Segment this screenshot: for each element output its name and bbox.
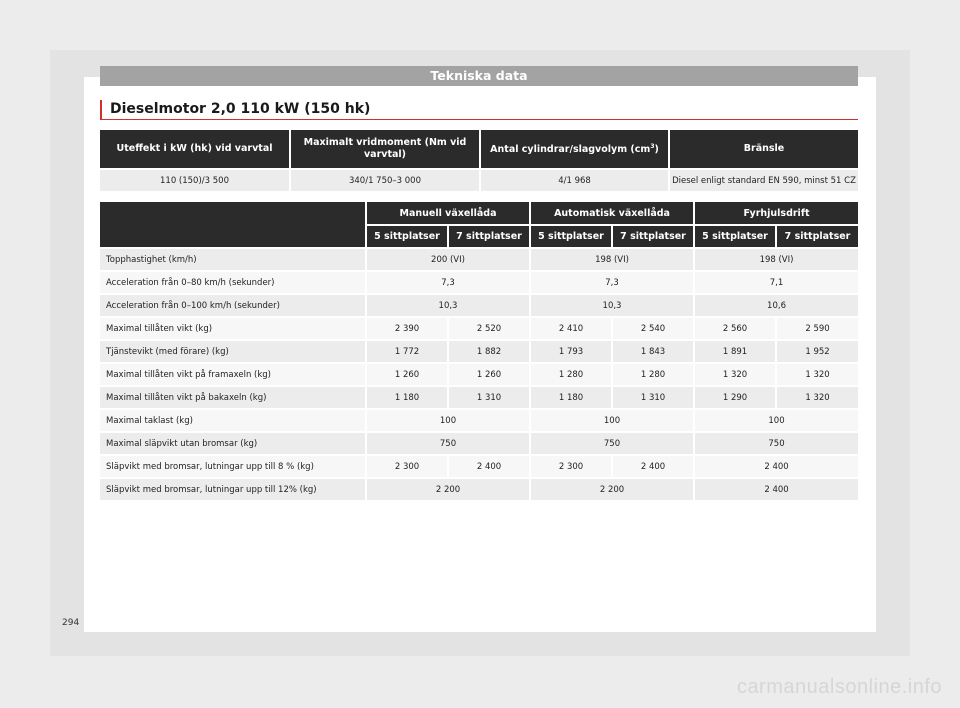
cell-value: 1 280 (612, 363, 694, 386)
cell-value: 10,3 (530, 294, 694, 317)
row-label: Släpvikt med bromsar, lutningar upp till 12% (kg) (100, 478, 366, 501)
cell-value: 10,3 (366, 294, 530, 317)
row-label: Maximal tillåten vikt på bakaxeln (kg) (100, 386, 366, 409)
group-header-row (100, 202, 858, 225)
row-label: Maximal tillåten vikt (kg) (100, 317, 366, 340)
table-row (100, 317, 858, 340)
table-row (100, 386, 858, 409)
cell-value: 1 260 (366, 363, 448, 386)
performance-table (100, 202, 858, 502)
cell-value: 1 320 (776, 363, 858, 386)
row-label: Maximal tillåten vikt på framaxeln (kg) (100, 363, 366, 386)
cell-value: 750 (366, 432, 530, 455)
row-label: Maximal taklast (kg) (100, 409, 366, 432)
spec-value-torque: 340/1 750–3 000 (290, 169, 480, 191)
cell-value: 2 590 (776, 317, 858, 340)
cell-value: 750 (530, 432, 694, 455)
table-row (100, 340, 858, 363)
spec-header-cylinders (480, 130, 669, 169)
cell-value: 1 280 (530, 363, 612, 386)
sub-header: 7 sittplatser (776, 225, 858, 248)
spec-value-power: 110 (150)/3 500 (100, 169, 290, 191)
cell-value: 1 180 (530, 386, 612, 409)
cell-value: 2 300 (530, 455, 612, 478)
sub-header: 5 sittplatser (366, 225, 448, 248)
row-label: Maximal släpvikt utan bromsar (kg) (100, 432, 366, 455)
cell-value: 2 560 (694, 317, 776, 340)
watermark: carmanualsonline.info (736, 676, 942, 698)
table-row (100, 271, 858, 294)
table-row (100, 409, 858, 432)
sub-header: 5 sittplatser (694, 225, 776, 248)
row-label: Släpvikt med bromsar, lutningar upp till 8 % (kg) (100, 455, 366, 478)
spec-value-cylinders: 4/1 968 (480, 169, 669, 191)
cell-value: 100 (530, 409, 694, 432)
table-row (100, 294, 858, 317)
engine-title: Dieselmotor 2,0 110 kW (150 hk) (100, 100, 858, 120)
cell-value: 2 200 (366, 478, 530, 501)
page-number: 294 (62, 618, 80, 628)
cell-value: 200 (VI) (366, 248, 530, 271)
sub-header: 7 sittplatser (448, 225, 530, 248)
cell-value: 2 540 (612, 317, 694, 340)
row-label: Acceleration från 0–100 km/h (sekunder) (100, 294, 366, 317)
sub-header: 7 sittplatser (612, 225, 694, 248)
group-manual: Manuell växellåda (366, 202, 530, 225)
cell-value: 2 400 (448, 455, 530, 478)
cell-value: 198 (VI) (530, 248, 694, 271)
cell-value: 1 310 (448, 386, 530, 409)
cell-value: 1 891 (694, 340, 776, 363)
cell-value: 1 793 (530, 340, 612, 363)
sub-header: 5 sittplatser (530, 225, 612, 248)
cell-value: 7,3 (530, 271, 694, 294)
spec-header-torque: Maximalt vridmoment (Nm vid varvtal) (290, 130, 480, 169)
cell-value: 1 320 (776, 386, 858, 409)
cell-value: 100 (694, 409, 858, 432)
cell-value: 2 410 (530, 317, 612, 340)
cell-value: 1 320 (694, 363, 776, 386)
cell-value: 1 290 (694, 386, 776, 409)
engine-spec-table (100, 130, 858, 191)
spec-value-row (100, 169, 858, 191)
group-awd: Fyrhjulsdrift (694, 202, 858, 225)
table-row (100, 478, 858, 501)
cell-value: 1 882 (448, 340, 530, 363)
cell-value: 198 (VI) (694, 248, 858, 271)
cell-value: 7,1 (694, 271, 858, 294)
spec-value-fuel: Diesel enligt standard EN 590, minst 51 CZ (669, 169, 858, 191)
table-row (100, 432, 858, 455)
cell-value: 2 520 (448, 317, 530, 340)
cell-value: 1 952 (776, 340, 858, 363)
table-row (100, 455, 858, 478)
cell-value: 10,6 (694, 294, 858, 317)
cell-value: 1 180 (366, 386, 448, 409)
cell-value: 2 300 (366, 455, 448, 478)
cell-value: 100 (366, 409, 530, 432)
row-label: Acceleration från 0–80 km/h (sekunder) (100, 271, 366, 294)
cell-value: 1 843 (612, 340, 694, 363)
row-label: Tjänstevikt (med förare) (kg) (100, 340, 366, 363)
cell-value: 1 772 (366, 340, 448, 363)
spec-header-cylinders-text: Antal cylindrar/slagvolym (cm (490, 144, 651, 156)
spec-header-fuel: Bränsle (669, 130, 858, 169)
cell-value: 1 310 (612, 386, 694, 409)
spec-header-close: ) (654, 144, 659, 156)
cell-value: 2 200 (530, 478, 694, 501)
cell-value: 1 260 (448, 363, 530, 386)
section-header: Tekniska data (100, 66, 858, 86)
spec-header-row (100, 130, 858, 169)
header-empty-cell (100, 202, 366, 248)
cell-value: 2 400 (612, 455, 694, 478)
cell-value: 2 390 (366, 317, 448, 340)
cell-value: 2 400 (694, 455, 858, 478)
cell-value: 750 (694, 432, 858, 455)
cell-value: 2 400 (694, 478, 858, 501)
group-automatic: Automatisk växellåda (530, 202, 694, 225)
row-label: Topphastighet (km/h) (100, 248, 366, 271)
table-row (100, 248, 858, 271)
spec-header-power: Uteffekt i kW (hk) vid varvtal (100, 130, 290, 169)
spec-header-sup: 3 (650, 143, 655, 151)
table-row (100, 363, 858, 386)
cell-value: 7,3 (366, 271, 530, 294)
